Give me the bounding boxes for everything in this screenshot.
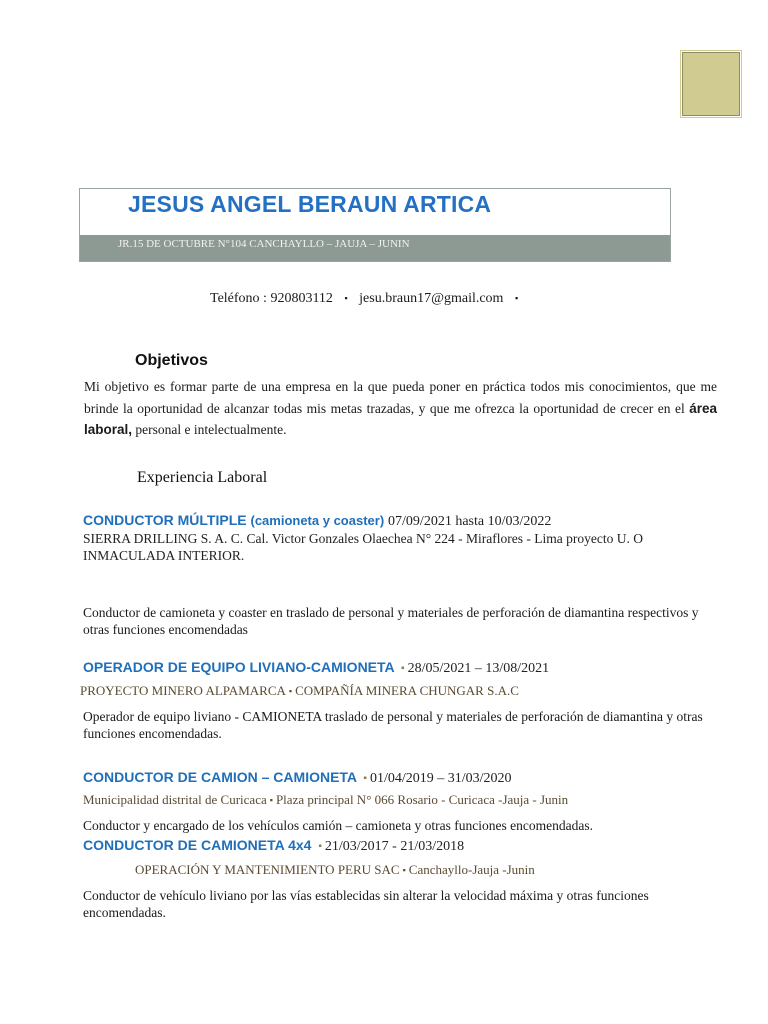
address: JR.15 DE OCTUBRE N°104 CANCHAYLLO – JAUJA – JUNIN — [118, 238, 410, 250]
experience-title: Experiencia Laboral — [137, 469, 268, 486]
job-description: Conductor de camioneta y coaster en traslado de personal y materiales de perforación de diamantina respectivos y otras funciones encomendadas — [83, 605, 699, 637]
job-description: Conductor de vehículo liviano por las vías establecidas sin alterar la velocidad máxima y otras funciones encomendadas. — [83, 888, 649, 920]
photo-placeholder — [682, 52, 740, 116]
job-title — [83, 512, 733, 530]
job-dates: 21/03/2017 - 21/03/2018 — [324, 839, 465, 854]
job-company — [83, 792, 568, 808]
job-company — [135, 862, 535, 878]
job-title — [83, 659, 733, 677]
job-title-main: CONDUCTOR DE CAMION – CAMIONETA — [83, 769, 357, 785]
job-description: Operador de equipo liviano - CAMIONETA traslado de personal y materiales de perforación de diamantina y otras funciones encomendadas. — [83, 709, 703, 741]
company-part-b: Canchayllo-Jauja -Junin — [408, 862, 535, 877]
separator-bullet: ▪ — [514, 293, 519, 303]
company-part-a: OPERACIÓN Y MANTENIMIENTO PERU SAC — [135, 862, 400, 877]
candidate-name: JESUS ANGEL BERAUN ARTICA — [128, 191, 492, 217]
job-title-main: CONDUCTOR MÚLTIPLE — [83, 512, 251, 528]
company-part-a: PROYECTO MINERO ALPAMARCA — [80, 683, 286, 698]
contact-line — [210, 291, 526, 307]
job-title-sub: (camioneta y coaster) — [250, 513, 385, 528]
objective-text-bold: área laboral, — [84, 400, 717, 437]
phone: Teléfono : 920803112 — [210, 291, 333, 306]
job-title-main: CONDUCTOR DE CAMIONETA 4x4 — [83, 837, 312, 853]
job-description: Conductor y encargado de los vehículos camión – camioneta y otras funciones encomendadas. — [83, 818, 593, 833]
company-part-b: Plaza principal N° 066 Rosario - Curicaca -Jauja - Junin — [275, 792, 569, 807]
bullet: ▪ — [401, 663, 405, 674]
bullet: ▪ — [269, 795, 273, 805]
objective-text — [84, 376, 717, 441]
job-dates: 01/04/2019 – 31/03/2020 — [369, 771, 512, 786]
job-entry — [83, 769, 733, 787]
job-company: SIERRA DRILLING S. A. C. Cal. Victor Gonzales Olaechea N° 224 - Miraflores - Lima proyecto U. O INMACULADA INTERIOR. — [83, 531, 643, 563]
header-box — [79, 188, 671, 262]
bullet: ▪ — [318, 841, 322, 852]
separator-bullet: ▪ — [344, 293, 348, 303]
job-dates: 28/05/2021 – 13/08/2021 — [407, 661, 550, 676]
job-title — [83, 837, 733, 855]
job-entry — [83, 659, 733, 677]
objective-text-part2: personal e intelectualmente. — [132, 422, 287, 437]
job-entry — [83, 837, 733, 855]
company-part-a: Municipalidad distrital de Curicaca — [83, 792, 267, 807]
objective-text-part1: Mi objetivo es formar parte de una empresa en la que pueda poner en práctica todos mis conocimientos, que me brinde la oportunidad de alcanzar todas mis metas trazadas, y que me ofrezca la oportunidad de crecer en el — [84, 379, 717, 416]
company-part-b: COMPAÑÍA MINERA CHUNGAR S.A.C — [295, 683, 519, 698]
job-company — [80, 683, 519, 699]
email: jesu.braun17@gmail.com — [359, 291, 504, 306]
objective-title: Objetivos — [135, 352, 208, 369]
bullet: ▪ — [363, 773, 367, 784]
job-entry — [83, 512, 733, 564]
job-dates: 07/09/2021 hasta 10/03/2022 — [388, 514, 552, 529]
bullet: ▪ — [288, 686, 293, 696]
job-title-main: OPERADOR DE EQUIPO LIVIANO-CAMIONETA — [83, 659, 395, 675]
address-band — [80, 235, 670, 261]
bullet: ▪ — [402, 865, 406, 875]
job-title — [83, 769, 733, 787]
